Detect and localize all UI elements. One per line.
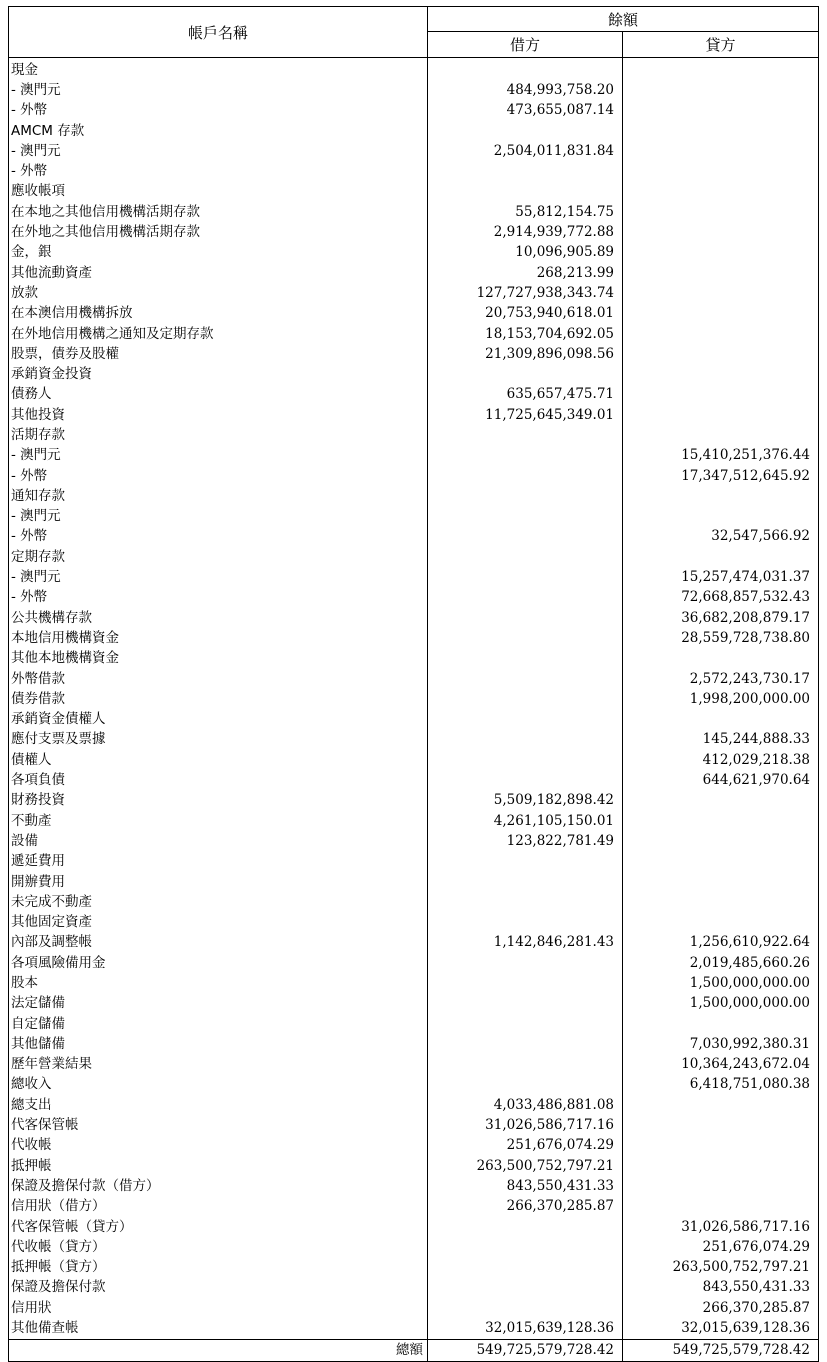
total-credit: 549,725,579,728.42 — [623, 1339, 819, 1361]
debit-cell: 263,500,752,797.21 — [428, 1156, 623, 1176]
debit-cell — [428, 527, 623, 547]
credit-cell — [623, 1136, 819, 1156]
table-row — [9, 1217, 819, 1237]
debit-cell: 31,026,586,717.16 — [428, 1115, 623, 1135]
account-name-cell: 應付支票及票據 — [9, 730, 428, 750]
table-body — [9, 58, 819, 1340]
account-name-cell: 其他投資 — [9, 405, 428, 425]
account-name-cell: 代收帳 — [9, 1136, 428, 1156]
debit-cell — [428, 973, 623, 993]
credit-cell: 1,998,200,000.00 — [623, 689, 819, 709]
debit-cell: 11,725,645,349.01 — [428, 405, 623, 425]
total-debit: 549,725,579,728.42 — [428, 1339, 623, 1361]
table-row — [9, 892, 819, 912]
account-name-cell: 設備 — [9, 831, 428, 851]
debit-cell: 2,914,939,772.88 — [428, 222, 623, 242]
table-row — [9, 1014, 819, 1034]
credit-cell — [623, 385, 819, 405]
table-row — [9, 425, 819, 445]
debit-cell — [428, 446, 623, 466]
table-row — [9, 608, 819, 628]
debit-cell — [428, 872, 623, 892]
account-name-cell: 總支出 — [9, 1095, 428, 1115]
debit-cell: 268,213.99 — [428, 263, 623, 283]
account-name-cell: 代客保管帳（貸方） — [9, 1217, 428, 1237]
credit-cell — [623, 1176, 819, 1196]
table-row — [9, 466, 819, 486]
account-name-cell: 開辦費用 — [9, 872, 428, 892]
account-name-cell: 內部及調整帳 — [9, 933, 428, 953]
table-row — [9, 994, 819, 1014]
credit-cell — [623, 1095, 819, 1115]
debit-cell: 5,509,182,898.42 — [428, 791, 623, 811]
credit-cell — [623, 182, 819, 202]
credit-cell: 2,019,485,660.26 — [623, 953, 819, 973]
credit-cell — [623, 364, 819, 384]
table-row — [9, 933, 819, 953]
account-name-cell: - 澳門元 — [9, 446, 428, 466]
debit-cell: 21,309,896,098.56 — [428, 344, 623, 364]
account-name-cell: 其他流動資產 — [9, 263, 428, 283]
table-row — [9, 567, 819, 587]
table-row — [9, 80, 819, 100]
table-row — [9, 385, 819, 405]
credit-cell: 843,550,431.33 — [623, 1278, 819, 1298]
ledger-sheet — [8, 6, 818, 1362]
trial-balance-table — [8, 6, 819, 1362]
debit-cell: 123,822,781.49 — [428, 831, 623, 851]
credit-cell: 2,572,243,730.17 — [623, 669, 819, 689]
account-name-cell: 放款 — [9, 283, 428, 303]
debit-cell: 635,657,475.71 — [428, 385, 623, 405]
debit-cell: 4,033,486,881.08 — [428, 1095, 623, 1115]
credit-header: 貸方 — [623, 32, 819, 58]
credit-cell: 72,668,857,532.43 — [623, 588, 819, 608]
total-row — [9, 1339, 819, 1361]
account-name-cell: 歷年營業結果 — [9, 1055, 428, 1075]
debit-cell — [428, 628, 623, 648]
credit-cell — [623, 1014, 819, 1034]
debit-cell — [428, 912, 623, 932]
account-name-cell: 其他儲備 — [9, 1034, 428, 1054]
credit-cell — [623, 1197, 819, 1217]
table-row — [9, 283, 819, 303]
table-row — [9, 1176, 819, 1196]
table-row — [9, 1095, 819, 1115]
debit-cell: 2,504,011,831.84 — [428, 141, 623, 161]
debit-cell — [428, 1237, 623, 1257]
account-name-cell: 活期存款 — [9, 425, 428, 445]
debit-cell: 55,812,154.75 — [428, 202, 623, 222]
debit-cell: 4,261,105,150.01 — [428, 811, 623, 831]
credit-cell — [623, 547, 819, 567]
debit-cell — [428, 994, 623, 1014]
credit-cell — [623, 649, 819, 669]
debit-cell — [428, 953, 623, 973]
credit-cell: 1,500,000,000.00 — [623, 994, 819, 1014]
table-row — [9, 507, 819, 527]
credit-cell — [623, 710, 819, 730]
table-row — [9, 852, 819, 872]
table-row — [9, 101, 819, 121]
table-footer — [9, 1339, 819, 1361]
table-row — [9, 58, 819, 81]
credit-cell — [623, 101, 819, 121]
debit-cell — [428, 547, 623, 567]
account-name-cell: 代客保管帳 — [9, 1115, 428, 1135]
table-row — [9, 1055, 819, 1075]
account-name-cell: 不動產 — [9, 811, 428, 831]
debit-cell — [428, 669, 623, 689]
credit-cell: 15,410,251,376.44 — [623, 446, 819, 466]
debit-cell: 127,727,938,343.74 — [428, 283, 623, 303]
credit-cell — [623, 222, 819, 242]
account-name-cell: 承銷資金投資 — [9, 364, 428, 384]
credit-cell: 10,364,243,672.04 — [623, 1055, 819, 1075]
debit-cell — [428, 182, 623, 202]
debit-cell — [428, 58, 623, 81]
account-name-cell: 承銷資金債權人 — [9, 710, 428, 730]
debit-cell — [428, 486, 623, 506]
table-row — [9, 649, 819, 669]
table-row — [9, 791, 819, 811]
credit-cell — [623, 243, 819, 263]
account-name-cell: 股本 — [9, 973, 428, 993]
debit-cell — [428, 750, 623, 770]
table-row — [9, 1298, 819, 1318]
account-name-cell: 其他本地機構資金 — [9, 649, 428, 669]
credit-cell — [623, 121, 819, 141]
credit-cell — [623, 405, 819, 425]
debit-cell — [428, 608, 623, 628]
table-row — [9, 973, 819, 993]
debit-cell: 18,153,704,692.05 — [428, 324, 623, 344]
table-row — [9, 243, 819, 263]
account-name-header: 帳戶名稱 — [9, 7, 428, 58]
debit-cell — [428, 567, 623, 587]
credit-cell — [623, 811, 819, 831]
credit-cell — [623, 141, 819, 161]
account-name-cell: - 外幣 — [9, 101, 428, 121]
table-row — [9, 486, 819, 506]
account-name-cell: - 外幣 — [9, 161, 428, 181]
table-row — [9, 446, 819, 466]
credit-cell: 263,500,752,797.21 — [623, 1258, 819, 1278]
debit-cell — [428, 1217, 623, 1237]
account-name-cell: 應收帳項 — [9, 182, 428, 202]
credit-cell: 1,256,610,922.64 — [623, 933, 819, 953]
credit-cell — [623, 1156, 819, 1176]
table-row — [9, 405, 819, 425]
debit-cell — [428, 425, 623, 445]
debit-cell — [428, 507, 623, 527]
table-row — [9, 182, 819, 202]
table-header — [9, 7, 819, 58]
account-name-cell: 在外地之其他信用機構活期存款 — [9, 222, 428, 242]
account-name-cell: 抵押帳（貸方） — [9, 1258, 428, 1278]
account-name-cell: 在外地信用機構之通知及定期存款 — [9, 324, 428, 344]
account-name-cell: 未完成不動產 — [9, 892, 428, 912]
account-name-cell: 其他固定資產 — [9, 912, 428, 932]
debit-cell — [428, 466, 623, 486]
credit-cell — [623, 80, 819, 100]
debit-cell — [428, 649, 623, 669]
credit-cell — [623, 425, 819, 445]
table-row — [9, 912, 819, 932]
table-row — [9, 324, 819, 344]
credit-cell — [623, 161, 819, 181]
table-row — [9, 1278, 819, 1298]
credit-cell — [623, 852, 819, 872]
credit-cell: 31,026,586,717.16 — [623, 1217, 819, 1237]
debit-cell: 251,676,074.29 — [428, 1136, 623, 1156]
credit-cell — [623, 1115, 819, 1135]
table-row — [9, 1156, 819, 1176]
debit-cell — [428, 689, 623, 709]
table-row — [9, 1136, 819, 1156]
account-name-cell: 外幣借款 — [9, 669, 428, 689]
account-name-cell: 保證及擔保付款（借方） — [9, 1176, 428, 1196]
account-name-cell: 在本澳信用機構拆放 — [9, 304, 428, 324]
credit-cell — [623, 263, 819, 283]
account-name-cell: 財務投資 — [9, 791, 428, 811]
debit-cell: 473,655,087.14 — [428, 101, 623, 121]
account-name-cell: 金，銀 — [9, 243, 428, 263]
credit-cell — [623, 304, 819, 324]
credit-cell: 28,559,728,738.80 — [623, 628, 819, 648]
credit-cell — [623, 324, 819, 344]
table-row — [9, 202, 819, 222]
table-row — [9, 304, 819, 324]
debit-cell — [428, 1278, 623, 1298]
account-name-cell: 信用狀 — [9, 1298, 428, 1318]
account-name-cell: 遞延費用 — [9, 852, 428, 872]
credit-cell — [623, 486, 819, 506]
credit-cell: 1,500,000,000.00 — [623, 973, 819, 993]
account-name-cell: - 澳門元 — [9, 507, 428, 527]
table-row — [9, 344, 819, 364]
debit-cell — [428, 364, 623, 384]
credit-cell — [623, 202, 819, 222]
table-row — [9, 1034, 819, 1054]
account-name-cell: 法定儲備 — [9, 994, 428, 1014]
debit-cell: 10,096,905.89 — [428, 243, 623, 263]
debit-cell: 266,370,285.87 — [428, 1197, 623, 1217]
table-row — [9, 364, 819, 384]
credit-cell: 266,370,285.87 — [623, 1298, 819, 1318]
debit-cell — [428, 1075, 623, 1095]
credit-cell: 145,244,888.33 — [623, 730, 819, 750]
debit-cell: 484,993,758.20 — [428, 80, 623, 100]
credit-cell: 7,030,992,380.31 — [623, 1034, 819, 1054]
account-name-cell: 通知存款 — [9, 486, 428, 506]
table-row — [9, 121, 819, 141]
account-name-cell: 現金 — [9, 58, 428, 81]
table-row — [9, 1197, 819, 1217]
table-row — [9, 689, 819, 709]
debit-header: 借方 — [428, 32, 623, 58]
debit-cell — [428, 161, 623, 181]
table-row — [9, 161, 819, 181]
debit-cell: 1,142,846,281.43 — [428, 933, 623, 953]
table-row — [9, 730, 819, 750]
account-name-cell: 各項風險備用金 — [9, 953, 428, 973]
account-name-cell: 其他備查帳 — [9, 1318, 428, 1339]
credit-cell — [623, 831, 819, 851]
account-name-cell: 債務人 — [9, 385, 428, 405]
account-name-cell: - 外幣 — [9, 527, 428, 547]
table-row — [9, 1318, 819, 1339]
account-name-cell: 各項負債 — [9, 770, 428, 790]
table-row — [9, 811, 819, 831]
debit-cell — [428, 1034, 623, 1054]
credit-cell: 644,621,970.64 — [623, 770, 819, 790]
account-name-cell: - 外幣 — [9, 588, 428, 608]
table-row — [9, 1258, 819, 1278]
table-row — [9, 831, 819, 851]
table-row — [9, 872, 819, 892]
debit-cell: 32,015,639,128.36 — [428, 1318, 623, 1339]
account-name-cell: 代收帳（貸方） — [9, 1237, 428, 1257]
debit-cell: 843,550,431.33 — [428, 1176, 623, 1196]
credit-cell: 251,676,074.29 — [623, 1237, 819, 1257]
account-name-cell: 在本地之其他信用機構活期存款 — [9, 202, 428, 222]
credit-cell — [623, 283, 819, 303]
credit-cell: 17,347,512,645.92 — [623, 466, 819, 486]
debit-cell — [428, 1258, 623, 1278]
table-row — [9, 588, 819, 608]
debit-cell — [428, 710, 623, 730]
account-name-cell: 抵押帳 — [9, 1156, 428, 1176]
table-row — [9, 1237, 819, 1257]
table-row — [9, 669, 819, 689]
account-name-cell: 本地信用機構資金 — [9, 628, 428, 648]
table-row — [9, 527, 819, 547]
debit-cell: 20,753,940,618.01 — [428, 304, 623, 324]
credit-cell: 36,682,208,879.17 — [623, 608, 819, 628]
credit-cell — [623, 344, 819, 364]
account-name-cell: 信用狀（借方） — [9, 1197, 428, 1217]
account-name-cell: - 澳門元 — [9, 141, 428, 161]
account-name-cell: 公共機構存款 — [9, 608, 428, 628]
debit-cell — [428, 1055, 623, 1075]
account-name-cell: 債券借款 — [9, 689, 428, 709]
credit-cell: 6,418,751,080.38 — [623, 1075, 819, 1095]
table-row — [9, 263, 819, 283]
debit-cell — [428, 852, 623, 872]
account-name-cell: - 澳門元 — [9, 80, 428, 100]
table-row — [9, 710, 819, 730]
credit-cell — [623, 892, 819, 912]
credit-cell — [623, 507, 819, 527]
account-name-cell: 總收入 — [9, 1075, 428, 1095]
debit-cell — [428, 588, 623, 608]
account-name-cell: AMCM 存款 — [9, 121, 428, 141]
table-row — [9, 222, 819, 242]
table-row — [9, 628, 819, 648]
total-label: 總額 — [9, 1339, 428, 1361]
table-row — [9, 953, 819, 973]
debit-cell — [428, 1014, 623, 1034]
table-row — [9, 547, 819, 567]
account-name-cell: 自定儲備 — [9, 1014, 428, 1034]
debit-cell — [428, 730, 623, 750]
debit-cell — [428, 892, 623, 912]
account-name-cell: - 澳門元 — [9, 567, 428, 587]
account-name-cell: 債權人 — [9, 750, 428, 770]
credit-cell: 15,257,474,031.37 — [623, 567, 819, 587]
account-name-cell: 股票，債券及股權 — [9, 344, 428, 364]
credit-cell — [623, 872, 819, 892]
balance-header: 餘額 — [428, 7, 819, 32]
table-row — [9, 750, 819, 770]
account-name-cell: 保證及擔保付款 — [9, 1278, 428, 1298]
credit-cell — [623, 791, 819, 811]
debit-cell — [428, 770, 623, 790]
credit-cell: 412,029,218.38 — [623, 750, 819, 770]
table-row — [9, 1075, 819, 1095]
debit-cell — [428, 121, 623, 141]
table-row — [9, 1115, 819, 1135]
account-name-cell: 定期存款 — [9, 547, 428, 567]
table-row — [9, 141, 819, 161]
credit-cell: 32,015,639,128.36 — [623, 1318, 819, 1339]
account-name-cell: - 外幣 — [9, 466, 428, 486]
credit-cell — [623, 912, 819, 932]
credit-cell — [623, 58, 819, 81]
credit-cell: 32,547,566.92 — [623, 527, 819, 547]
table-row — [9, 770, 819, 790]
debit-cell — [428, 1298, 623, 1318]
